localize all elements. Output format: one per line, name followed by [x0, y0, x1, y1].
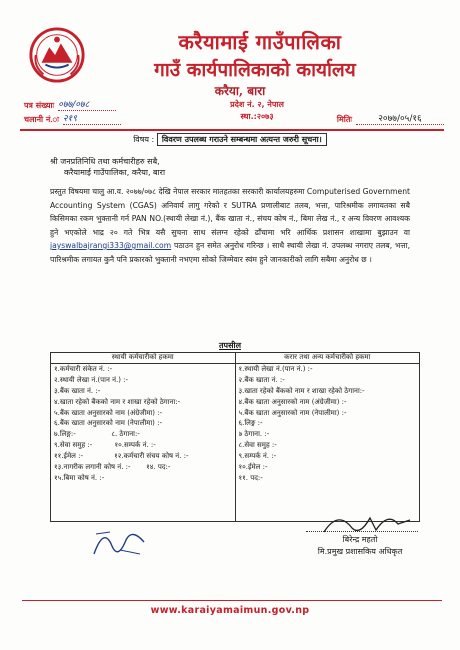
- table-row: १५.बिमा कोष नं. :-: [54, 473, 105, 482]
- signatory-post: मि.प्रमुख प्रशासकिय अधिकृत: [317, 547, 403, 556]
- established-label: स्था.:२०७३: [240, 112, 274, 121]
- details-table: [50, 352, 420, 522]
- municipality-name: करैयामाई गाउँपालिका: [178, 30, 342, 54]
- patra-value: ०७७/०७८: [58, 97, 116, 111]
- table-row: ६.बैंक खाता अनुसारको नाम (नेपालीमा) :-: [54, 419, 162, 428]
- patra-sankhya: [24, 97, 116, 111]
- pradesh-label: प्रदेश नं. २, नेपाल: [230, 100, 284, 109]
- table-row: ४.बैंक खाता अनुसारको नाम (अंग्रेजीमा) :-: [238, 397, 347, 406]
- table-row: ७.लिङ्ग:- ८. ठेगाना:-: [54, 430, 140, 439]
- table-row: ६.लिङ्ग :-: [238, 419, 263, 428]
- body-paragraph: [50, 185, 410, 266]
- table-row: ११.ईमेल :- १२.कर्मचारी संचय कोष नं. :-: [54, 452, 189, 461]
- nepal-emblem-icon: [28, 26, 86, 84]
- handwritten-mark-icon: [90, 520, 150, 560]
- subject-label: विषय :: [133, 135, 155, 144]
- office-location: करैया, बारा: [214, 84, 266, 98]
- reference-row: [24, 97, 444, 129]
- date-field: [337, 111, 444, 125]
- date-value: २०७७/०५/१६: [356, 111, 444, 125]
- subject-line: [0, 134, 460, 145]
- letterhead-divider: [20, 129, 444, 131]
- patra-label: पत्र संख्याः: [24, 101, 55, 110]
- signature-line: [306, 531, 418, 532]
- footer-divider: [22, 600, 442, 601]
- table-row: ५.बैंक खाता अनुसारको नाम (नेपालीमा) :-: [238, 408, 347, 417]
- chalani-label: चलानी नं.ः: [24, 115, 59, 124]
- subject-text: विवरण उपलब्ध गराउने सम्बन्धमा अत्यन्त जरुरी सूचना।: [157, 133, 327, 146]
- office-name: गाउँ कार्यपालिकाको कार्यालय: [154, 59, 356, 81]
- table-row: १.स्थायी लेखा नं.(पान नं.) :-: [238, 365, 313, 373]
- table-row: २.बैंक खाता नं. :-: [238, 375, 285, 384]
- table-row: ३.खाता रहेको बैंकको नाम र शाखा रहेको ठेगाना:-: [238, 386, 365, 395]
- signatory-name: बिरेन्द्र महतो: [342, 535, 378, 544]
- table-row: ११. पद:-: [238, 473, 263, 482]
- table-row: १.कर्मचारी संकेत नं. :-: [54, 365, 113, 373]
- table-row: ४.खाता रहेको बैंकको नाम र शाखा रहेको ठेगाना:-: [54, 397, 181, 406]
- table-row: ७ ठेगाना. :-: [238, 430, 270, 439]
- date-label: मितिः: [336, 115, 352, 124]
- table-row: ८.सेवा समुह :-: [238, 441, 277, 450]
- chalani-value: २१९: [63, 111, 121, 125]
- table-caption: तपसील: [218, 341, 241, 350]
- table-row: १३.नागरीक लगानी कोष नं. :- १४. पद:-: [54, 463, 171, 472]
- table-row: १०.ईमेल :-: [238, 463, 268, 472]
- table-row: ३.बैंक खाता नं. :-: [54, 386, 101, 395]
- permanent-staff-column: [51, 364, 236, 522]
- email-link[interactable]: jayswalbajrangi333@gmail.com: [50, 241, 172, 250]
- contract-staff-header: करार तथा अन्य कर्मचारीको हकमा: [235, 353, 420, 364]
- table-row: ५.बैंक खाता अनुसारको नाम (अंग्रेजीमा) :-: [54, 408, 163, 417]
- contract-staff-column: [235, 364, 420, 522]
- body-text-part1: प्रस्तुत विषयमा चालु आ.व. २०७७/०७८ देखि नेपाल सरकार मातहतका सरकारी कार्यालयहरुमा Computerised Government Accounting System (CGAS) अनिवार्य लागु गरेको र SUTRA प्रणालीबाट तलब, भत्ता, पारिश्रमीक लगायतका सबै किसिमका रकम भुक्तानी गर्न PAN NO.(स्थायी लेखा नं.), बैंक खाता नं., संचय कोष नं., बिमा लेख नं., र अन्य विवरण आवश्यक हुने भएकोले भाद्र २० गते भित्र यसै सुचना साथ संलग्न रहेको ढाँचामा भरि आर्थिक प्रशासन शाखामा बुझाउन वा: [50, 187, 410, 237]
- table-row: ९.सम्पर्क नं. :-: [238, 452, 277, 461]
- table-row: २.स्थायी लेखा नं.(पान नं.) :-: [54, 375, 129, 384]
- permanent-staff-header: स्थायी कर्मचारीको हकमा: [51, 353, 236, 364]
- addressee-line1: श्री जनप्रतिनिधि तथा कर्मचारीहरु सबै,: [50, 157, 160, 166]
- body-text-part2: पठाउन हुन समेत अनुरोध गरिन्छ । साथै स्थायी लेखा नं. उपलब्ध नगराए तलब, भत्ता, पारिश्रमीक लगायत कुनै पनि प्रकारको भुक्तानी नभएमा सोको जिम्मेवार स्वंम हुने जानकारीको लागि सबैमा अनुरोध छ ।: [50, 241, 410, 264]
- addressee-line2: करैयामाई गाउँपालिका, करैया, बारा: [64, 168, 166, 177]
- footer-website-link[interactable]: www.karaiyamaimun.gov.np: [150, 605, 310, 616]
- table-row: ९.सेवा समुह :- १०.सम्पर्क नं. :-: [54, 441, 156, 450]
- chalani-number: [24, 111, 121, 125]
